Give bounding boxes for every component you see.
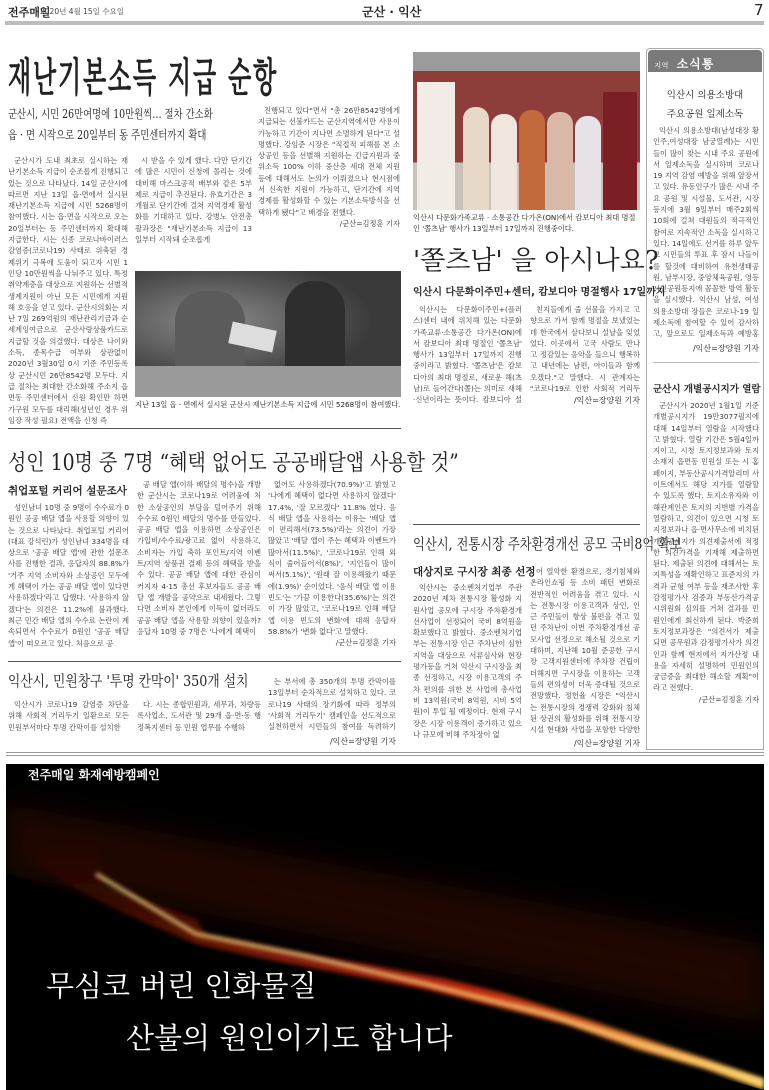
delivery-byline: /군산=김정훈 기자 bbox=[335, 638, 396, 648]
sidebar-header bbox=[648, 50, 762, 72]
market-headline: 익산시, 전통시장 주차환경개선 공모 국비8억 확보 bbox=[413, 535, 682, 553]
market-body-col1: 익산시는 중소벤처기업부 주관 2020년 제차 전통시장 활성화 지원사업 공모에 구시장 주차환경개선사업이 선정되어 국비 8억원을 확보했다고 밝혔다. 중소벤처기업부는 전통시장 인근 주차난이 심한 지역을 대상으로 서류심사와 현장 평가등을 거쳐 익산시 구시장을 최종 선정하고, 시장 이용고객의 주차 편의를 위한 본 사업에 총사업비 13억원(국비 8억원, 시비 5억원)이 투입 될 예정이다. 현재 구시장은 시장 이용객이 증가하고 있으나 규모에 비해 주차장이 없 bbox=[413, 583, 522, 739]
lead-photo bbox=[135, 271, 401, 397]
issue-date: 2020년 4월 15일 수요일 bbox=[40, 7, 125, 16]
divider bbox=[8, 428, 401, 429]
cambodia-body-col2: 친지들에게 줄 선물을 가지고 고향으로 가서 함께 명절을 보냈었는데 한국에서 살다보니 설날을 잊었었다. 이곳에서 고국 사람도 만나고 정감있는 음악을 들으니 행복하고 내년에는 남편, 아이들과 함께 오겠다."고 말했다. 시 관계자는 "코로나19로 인한 사회적 거리두 bbox=[530, 305, 640, 394]
cambodia-body-col1: 익산시는 다문화이주민+(플러스)센터 내에 위치해 있는 다문화가족교류·소통공간 다가온(ON)에서 캄보디아 최대 명절인 '쫄츠남' 행사가 13일부터 17일까지 진행중이라고 밝혔다. '쫄츠남'은 캄보디아의 최대 명절로, 새로운 해(츠남)로 들어간다(쫄)는 의미로 새해·신년이라는 뜻이다. 캄보디아 설 bbox=[413, 305, 522, 405]
banner-left bbox=[417, 82, 455, 210]
delivery-body-col1: 성인남녀 10명 중 9명이 수수료가 0원인 공공 배달 앱을 사용할 의향이 있는 것으로 나타났다. 취업포털 커리어(대표 강석린)가 성인남녀 334명을 대상으로 '공공 배달 앱'에 관한 설문조사를 진행한 결과, 응답자의 88.8%가 '거주 지역 소비자와 소상공인 모두에게 혜택이 가는 공공 배달 앱이 있다면 사용하겠다'라고 답했다. '사용하지 않겠다'는 의견은 11.2%에 불과했다. 최근 민간 배달 앱의 수수료 논란이 계속되면서 수수료가 0원인 '공공 배달 앱'이 떠오르고 있다. 처음으로 공 bbox=[8, 503, 129, 648]
sidebar-b-title: 군산시 개별공시지가 열람 bbox=[653, 384, 761, 395]
photo-desk bbox=[135, 366, 401, 397]
delivery-body-col2: 공 배달 앱(이하 배달의 명수)을 개발한 군산시는 코로나19로 어려움에 처한 소상공인의 부담을 덜어주기 위해 수수료 0원인 배달의 명수를 만들었다. 공공 배달 앱을 이용하면 소상공인은 가입비/수수료/광고료 없이 사용하고, 소비자는 가입 축하 포인트/지역 이벤트/지역 상품권 결제 등의 혜택을 받을 수 있다. 공공 배달 앱에 대한 관심이 커지자 4·15 총선 후보자들도 공공 배달 앱 개발을 공약으로 내세웠다. 그렇다면 소비자 본인에게 이득이 없더라도 공공 배달 앱을 사용할 의향이 있을까? 응답자 10명 중 7명은 '나에게 혜택이 bbox=[137, 480, 261, 636]
photo-person bbox=[519, 110, 545, 210]
delivery-headline: 성인 10명 중 7명 “혜택 없어도 공공배달앱 사용할 것” bbox=[8, 451, 459, 476]
sidebar-b-byline: /군산=김정훈 기자 bbox=[698, 694, 759, 704]
banner-right bbox=[603, 92, 637, 210]
lead-headline: 재난기본소득 지급 순항 bbox=[8, 55, 279, 101]
lead-subhead-2: 읍 · 면 시작으로 20일부터 동 주민센터까지 확대 bbox=[8, 128, 207, 142]
divider bbox=[413, 524, 640, 525]
lead-body-col1: 군산시가 도내 최초로 실시하는 재난기본소득 지급이 순조롭게 진행되고 있는 것으로 나타났다. 14일 군산시에 따르면 지난 13일 읍·면에서 실시된 재난기본소득 지급에 시민 5268명이 참여했다. 시는 읍·면을 시작으로 오는 20일부터는 동 주민센터까지 확대해 지급한다. 시는 신종 코로나바이러스 감염증(코로나19) 사태로 위축된 경제위기 극복에 도움이 되고자 시민 1인당 10만원씩을 나눠주고 있다. 특정 취약계층을 대상으로 지원하는 선별적 생계지원이 아닌 모든 시민에게 지원해 호응을 얻고 있다. 군산시의회는 지난 7일 269억원의 재난관리기금과 순세계잉여금으로 군산사랑상품카드로 지급할 것을 의결했다. 대상은 나이와 소득, 종목수급 여부와 상관없이 2020년 3월30일 0시 기준 주민등록상 군산시민 26만8542명 모두다. 지급 절차는 최대한 간소화해 주소지 읍면동 주민센터에서 신원 확인만 하면 가구원 모두를 대리해(성년인 경우 위임장 작성 필요) 전액을 신청 즉 bbox=[8, 156, 128, 425]
sidebar-label-small: 지역 bbox=[654, 61, 669, 70]
lead-subhead-1: 군산시, 시민 26만여명에 10만원씩… 절차 간소화 bbox=[8, 107, 213, 121]
sidebar-a-body: 익산시 의용소방대(남성대장 황인주,여성대장 남궁열례)는 시민들이 많이 찾는 시내 주요 공원에서 일제소독을 실시하며 코로나19 지역 감염 예방을 위해 앞장서고 있다. 유동인구가 많은 시내 주요 공원 및 시설물, 도서관, 시장 등지에 3월 9일부터 매주2회씩 10회에 걸쳐 대원들의 적극적인 참여로 지속적인 소독을 실시하고 있다. 14일에도 선거를 하루 앞두고 시민들의 투표 후 잠시 나들이를 할것에 대비하여 유천생태공원, 남부시장, 중앙체육공원, 영등시민공원등지에 꼼꼼한 방역 활동을 실시했다. 익산시 남성, 여성 의용소방대 장들은 코로나-19 일제소독에 참여할 수 있어 감사하고, 앞으로도 일제소독과 예방홍 bbox=[653, 126, 759, 339]
partition-byline: /익산=장양원 기자 bbox=[296, 737, 396, 747]
market-subhead: 대상지로 구시장 최종 선정 bbox=[413, 566, 536, 578]
ad-line-1: 무심코 버린 인화물질 bbox=[46, 969, 317, 1003]
lead-photo-caption: 지난 13일 읍 · 면에서 실시된 군산시 재난기본소득 지급에 시민 5268명이 참여했다. bbox=[135, 400, 401, 409]
header-bar bbox=[5, 21, 764, 25]
page-number: 7 bbox=[754, 1, 764, 19]
lead-body-col2: 시 받을 수 있게 했다. 다만 단기간에 많은 시민이 신청에 몰리는 것에 대비해 마스크공적 배부와 같은 5부제로 지급이 추진된다. 유효기간은 3개월로 단기간에 걸쳐 지역경제 활성화를 기대하고 있다. 강병노 안전총괄과장은 "재난기본소득 지급이 13일부터 시작돼 순조롭게 bbox=[135, 156, 252, 245]
ad-label: 전주매일 화재예방캠페인 bbox=[28, 768, 160, 782]
photo-person bbox=[491, 114, 517, 210]
delivery-body-col3 bbox=[268, 479, 396, 652]
sidebar-b-body bbox=[653, 400, 759, 745]
divider bbox=[653, 362, 759, 363]
partition-body-col3: 는 부서에 총 350개의 투명 칸막이를 13일부터 순차적으로 설치하고 있다. 코로나19 사태의 장기화에 따라 정부의 '사회적 거리두기' 캠페인을 선도적으로 실천하면서 시민들의 참여를 독려하기 bbox=[268, 677, 396, 732]
cambodia-photo-caption: 익산시 다문화가족교류 · 소통공간 다가온(ON)에서 캄보디아 최대 명절인 '쫄츠남' 행사가 13일부터 17일까지 진행중이다. bbox=[413, 213, 636, 233]
ad-line-2: 산불의 원인이기도 합니다 bbox=[126, 1021, 453, 1055]
section-divider bbox=[6, 752, 764, 756]
lead-body-col3-text: 진행되고 있다"면서 "총 26만8542명에게 지급되는 선불카드는 군산지역에서만 사용이 가능하고 기간이 지나면 소멸하게 된다"고 설명했다. 강임준 시장은 "직접적 피해를 본 소상공인 등을 선별해 지원하는 긴급지원과 중위소득 100% 이하 중산층 세대 전체 지원 등에 대해서도 논의가 이뤄졌으나 현시점에서 신속한 지원이 가능하고, 단기간에 지역 경제를 활성화할 수 있는 기본소득방식을 선택하게 됐다"고 배경을 전했다. bbox=[258, 106, 400, 217]
delivery-subhead: 취업포털 커리어 설문조사 bbox=[8, 485, 127, 497]
partition-headline: 익산시, 민원창구 '투명 칸막이' 350개 설치 bbox=[8, 672, 249, 690]
divider bbox=[8, 661, 401, 662]
photo-person bbox=[547, 112, 573, 210]
photo-person bbox=[463, 107, 489, 210]
lead-byline: /군산=김정훈 기자 bbox=[339, 218, 400, 228]
cambodia-subhead: 익산시 다문화이주민+센터, 캄보디아 명절행사 17일까지 bbox=[413, 287, 666, 298]
sidebar-a-title-2: 주요공원 일제소독 bbox=[666, 109, 744, 120]
lead-body-col3 bbox=[258, 105, 400, 270]
fire-campaign-ad bbox=[6, 764, 764, 1090]
sidebar-b-body-text: 군산시가 2020년 1월1일 기준 개별공시지가 19만3077필지에 대해 14일부터 열람을 시작했다고 밝혔다. 열람 기간은 5월4일까지이고, 시청 토지정보과와 토지소재지 읍면동 민원실 또는 시 홈페이지, 부동산공시가격알리미 사이트에서도 해당 지가를 열람할 수 있도록 했다. 토지소유자와 이해관계인은 토지의 지번별 가격을 열람하고, 의견이 있으면 시청 토지정보과나 읍·면사무소에 비치된 개별공시지가 의견제출서에 적정한 의견가격을 기재해 제출하면 된다. 제출된 의견에 대해서는 토지특성을 재확인하고 표준지의 가격과 균형 여부 등을 재조사한 후 감정평가사 검증과 부동산가격공시위원회 심의를 거쳐 결과를 민원인에게 회신하게 된다. 박준희 토지정보과장은 "의견서가 제출되면 공무원과 감정평가사가 의견인과 함께 현지에서 지가산정 내용을 자세히 설명하여 민원인의 궁금증을 최대한 해소할 계획"이라고 전했다. bbox=[653, 401, 759, 693]
partition-body-col2: 다. 시는 종합민원과, 세무과, 차량등록사업소, 도서관 및 29개 읍·면·동 행정복지센터 등 민원 업무를 수행하 bbox=[137, 700, 261, 732]
sidebar-a-title-1: 익산시 의용소방대 bbox=[666, 90, 744, 101]
sidebar-label: 소식통 bbox=[676, 57, 715, 71]
market-byline: /익산=장양원 기자 bbox=[540, 739, 640, 749]
sidebar-a-byline: /익산=장양원 기자 bbox=[659, 344, 759, 354]
cambodia-photo bbox=[413, 52, 640, 210]
cambodia-byline: /익산=장양원 기자 bbox=[540, 396, 640, 406]
section-title: 군산 · 익산 bbox=[362, 5, 422, 19]
partition-body-col1: 익산시가 코로나19 감염증 차단을 위해 사회적 거리두기 일환으로 모든 민원부서마다 투명 칸막이를 설치한 bbox=[8, 700, 129, 732]
paper-name: 전주매일 bbox=[8, 6, 51, 19]
photo-person bbox=[575, 116, 601, 210]
market-body-col2: 어 열악한 환경으로, 경기침체와 온라인쇼핑 등 소비 패턴 변화로 전반적인 어려움을 겪고 있다. 시는 전통시장 이용고객과 상인, 인근 주민들이 항상 불편을 겪고 있던 주차난이 이번 주차환경개선 공모사업 선정으로 해소될 것으로 기대하며, 지난해 10월 준공한 구시장 고객지원센터에 주차장 건립이 더해지면 구시장을 이용하는 고객들의 편의성이 더욱 증대될 것으로 전망했다. 정헌율 시장은 "익산시는 전통시장의 경쟁력 강화와 침체된 상권의 활성화를 위해 전통시장 시설 현대화 사업을 포함한 다양한 bbox=[530, 567, 640, 735]
delivery-body-col3-text: 없어도 사용하겠다(70.9%)'고 밝혔고 '나에게 혜택이 없다면 사용하지 않겠다' 17.4%, '잘 모르겠다' 11.8% 였다. 음식 배달 앱을 사용하는 이유는 '배달 앱이 편리해서(73.5%)'라는 의견이 가장 많았고 '배달 앱이 주는 혜택과 이벤트가 많아서(11.5%)', '코로나19로 인해 외식이 줄어들어서(8%)', '지인들이 많이 써서(5.1%)', '원래 잘 이용해왔기 때문에(1.9%)' 순이었다. '음식 배달 앱 이용 빈도'는 '가끔 이용한다(35.6%)'는 의견이 가장 많았고, '코로나19로 인해 배달 앱 이용 빈도의 변화'에 대해 응답자 58.8%가 '변화 없다'고 말했다. bbox=[268, 480, 396, 636]
cambodia-headline: '쫄츠남' 을 아시나요? bbox=[413, 246, 659, 276]
